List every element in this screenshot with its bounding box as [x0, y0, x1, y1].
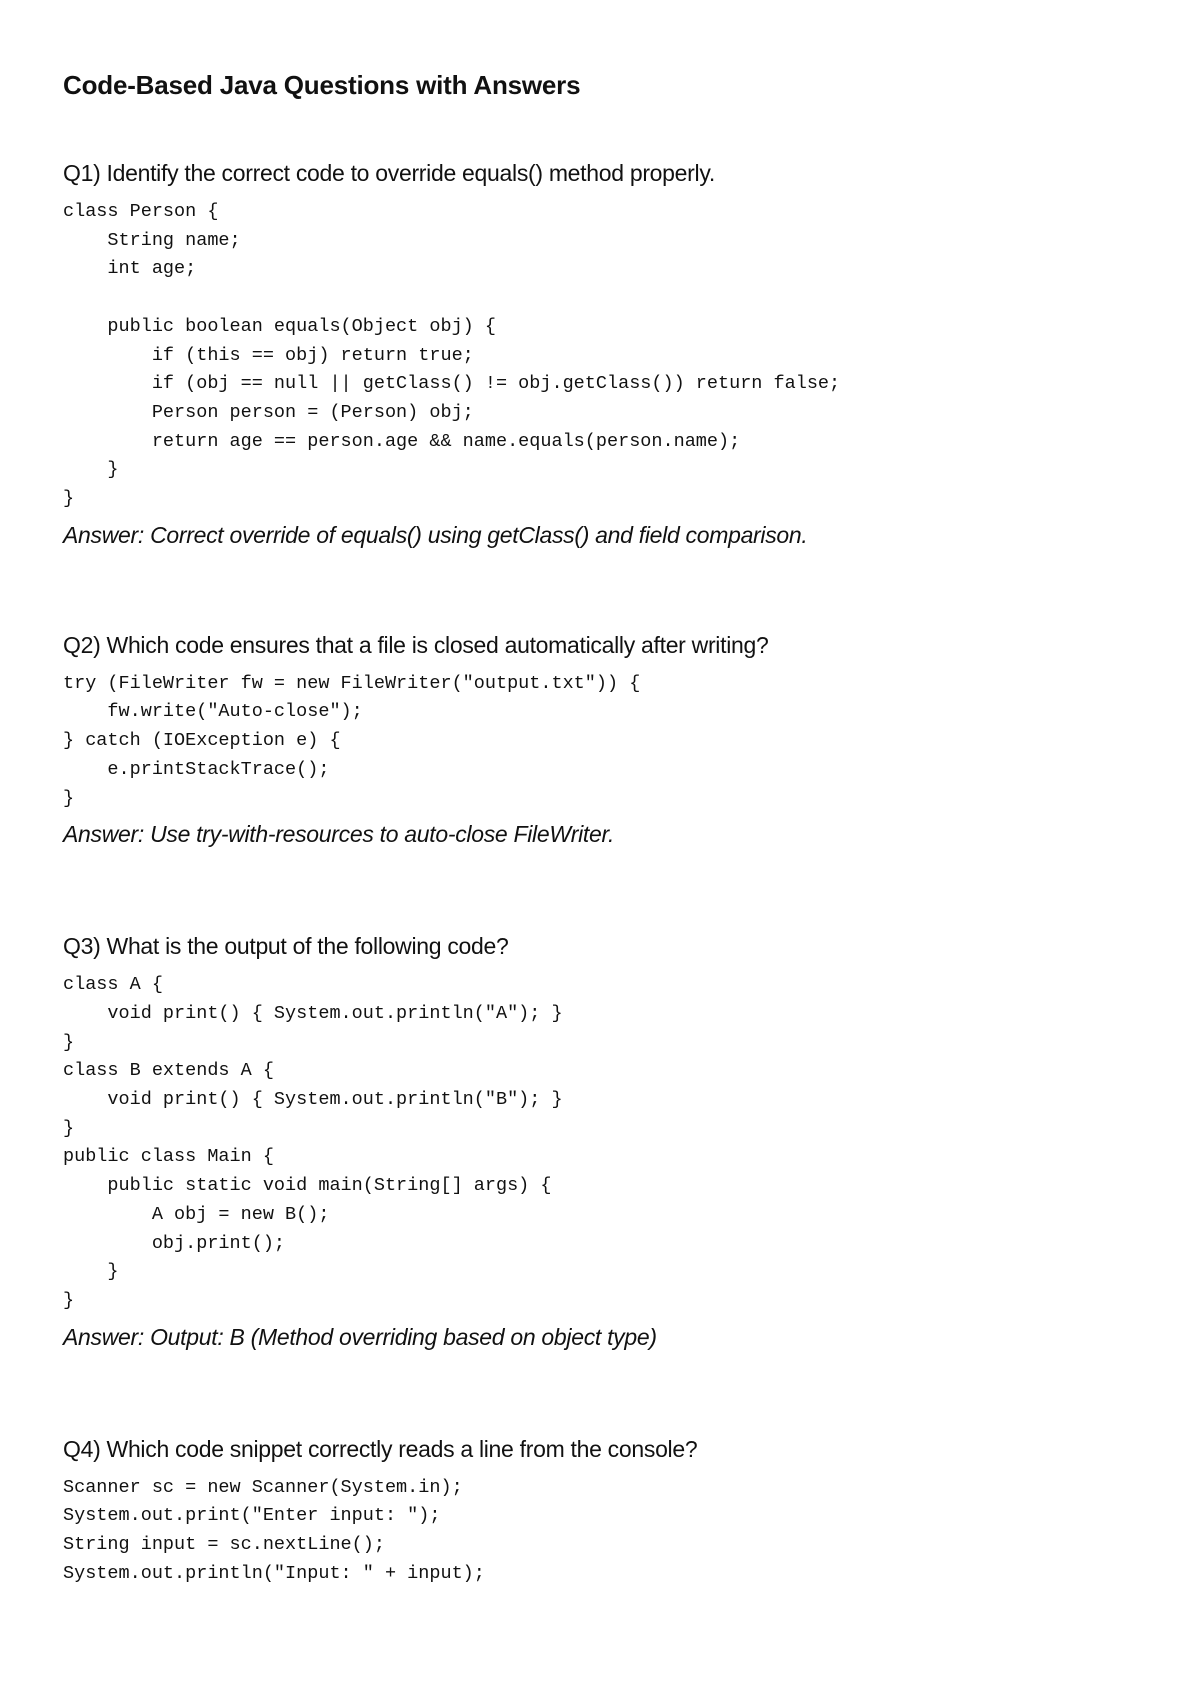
- code-snippet: Scanner sc = new Scanner(System.in); System.out.print("Enter input: "); String input = sc.nextLine(); System.out.println("Input: " + input);: [63, 1476, 485, 1584]
- question-block-3: [63, 931, 1143, 1351]
- section-spacer: [63, 550, 1143, 630]
- document-page: [63, 68, 1143, 1595]
- question-text: Q4) Which code snippet correctly reads a line from the console?: [63, 1435, 698, 1462]
- document-title: Code-Based Java Questions with Answers: [63, 70, 581, 100]
- code-snippet: class Person { String name; int age; public boolean equals(Object obj) { if (this == obj) return true; if (obj == null || getClass() != obj.getClass()) return false; Person person = (Person) obj; return age == person.age && name.equals(person.name); } }: [63, 201, 841, 510]
- code-snippet: try (FileWriter fw = new FileWriter("output.txt")) { fw.write("Auto-close"); } catch (IOException e) { e.printStackTrace(); }: [63, 672, 641, 809]
- question-text: Q1) Identify the correct code to override equals() method properly.: [63, 160, 715, 186]
- section-spacer: [63, 1352, 1143, 1434]
- question-block-4: [63, 1434, 1143, 1589]
- section-spacer: [63, 849, 1143, 931]
- answer-text: Answer: Use try-with-resources to auto-close FileWriter.: [63, 821, 615, 848]
- question-block-2: [63, 630, 1143, 850]
- answer-text: Answer: Correct override of equals() using getClass() and field comparison.: [63, 521, 808, 548]
- answer-text: Answer: Output: B (Method overriding based on object type): [63, 1323, 657, 1350]
- question-text: Q3) What is the output of the following code?: [63, 933, 509, 960]
- question-block-1: [63, 158, 1143, 550]
- question-text: Q2) Which code ensures that a file is closed automatically after writing?: [63, 631, 769, 658]
- code-snippet: class A { void print() { System.out.println("A"); } } class B extends A { void print() { System.out.println("B"); } } public class Main { public static void main(String[] args) { A obj = new B(); obj.print(); } }: [63, 974, 563, 1311]
